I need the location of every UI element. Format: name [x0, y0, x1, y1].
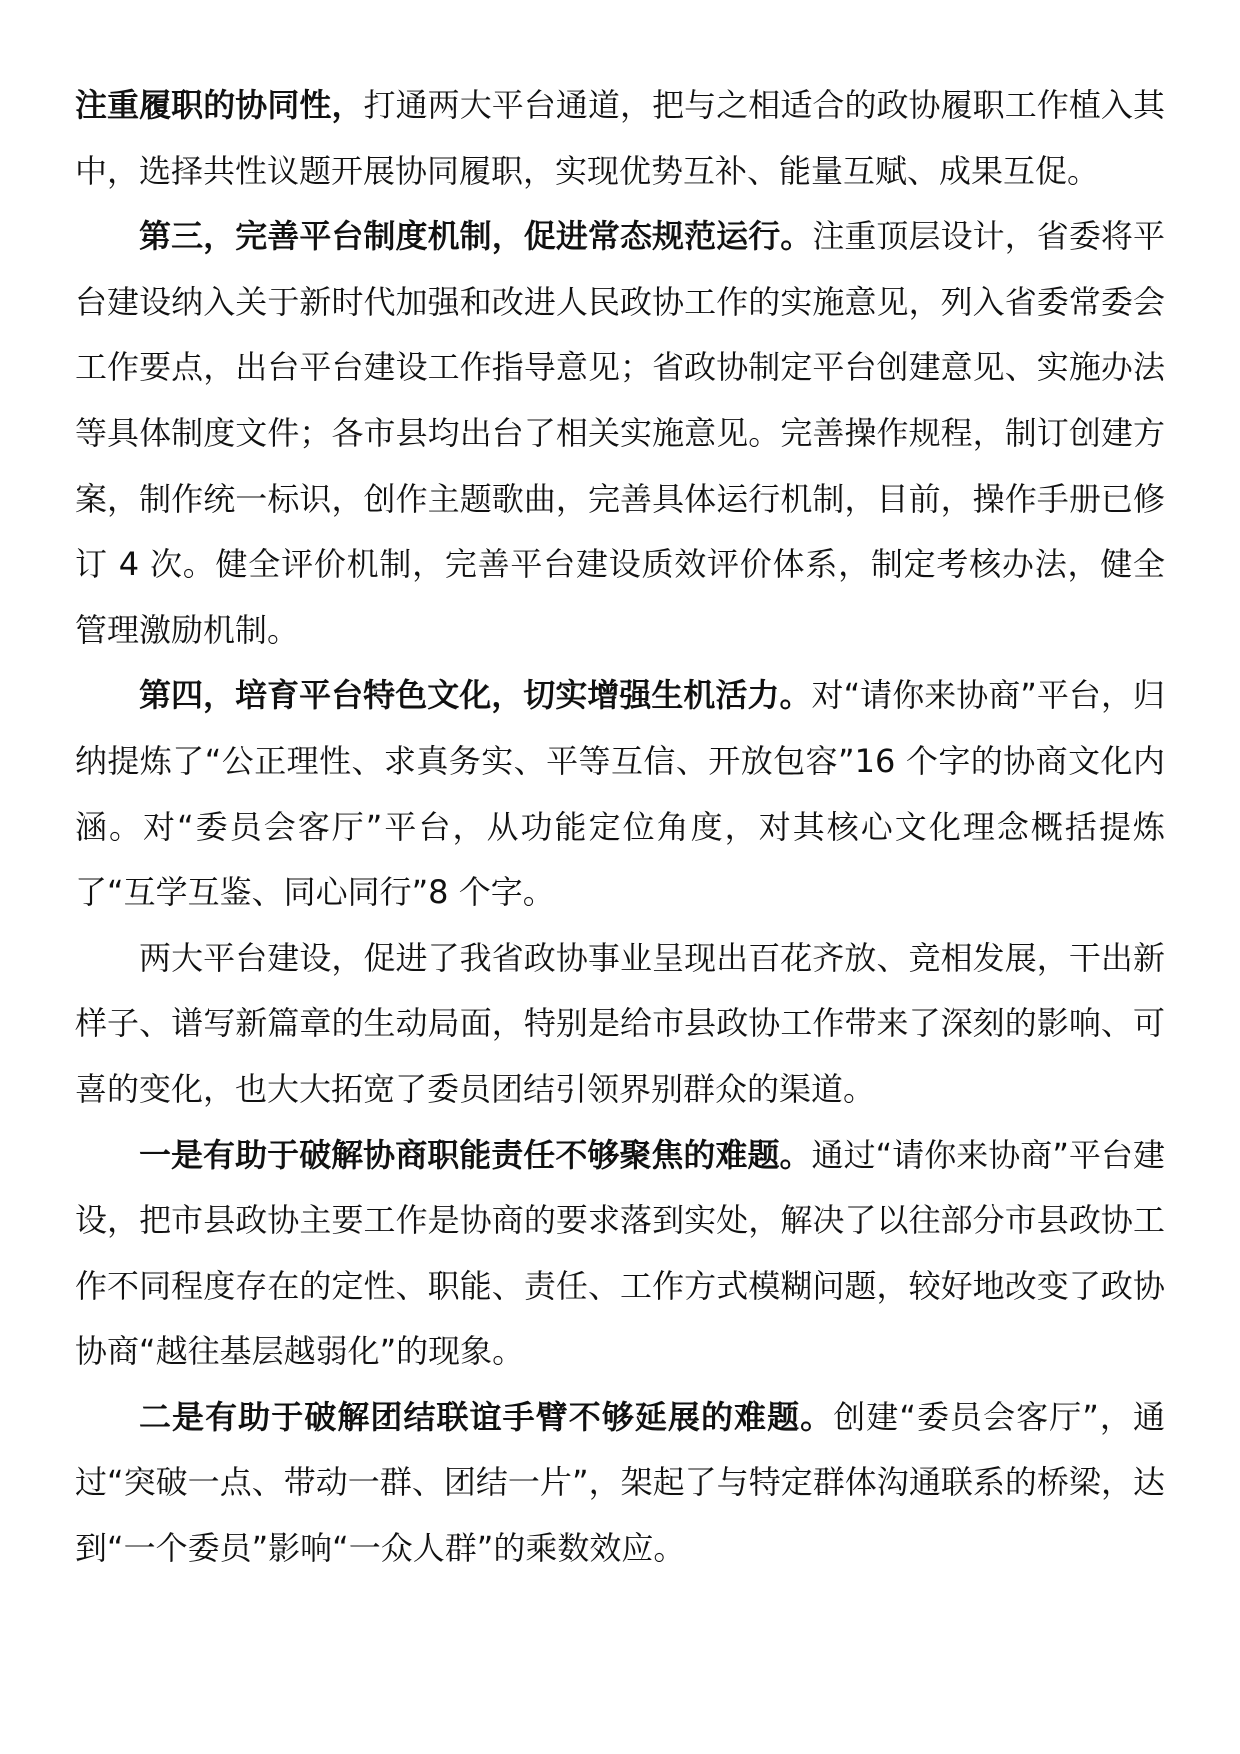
paragraph-body: 注重顶层设计，省委将平台建设纳入关于新时代加强和改进人民政协工作的实施意见，列入省委常委会工作要点，出台平台建设工作指导意见；省政协制定平台创建意见、实施办法等具体制度文件；各市县均出台了相关实施意见。完善操作规程，制订创建方案，制作统一标识，创作主题歌曲，完善具体运行机制，目前，操作手册已修订 4 次。健全评价机制，完善平台建设质效评价体系，制定考核办法，健全管理激励机制。	[75, 217, 1165, 649]
paragraph-coordination	[75, 73, 1165, 204]
paragraph-body: 对“请你来协商”平台，归纳提炼了“公正理性、求真务实、平等互信、开放包容”16 个字的协商文化内涵。对“委员会客厅”平台，从功能定位角度，对其核心文化理念概括提炼了“互学互鉴、同心同行”8 个字。	[75, 676, 1165, 912]
document-page	[75, 73, 1165, 1582]
paragraph-second-benefit	[75, 1385, 1165, 1582]
paragraph-lead: 一是有助于破解协商职能责任不够聚焦的难题。	[139, 1135, 812, 1174]
paragraph-lead: 二是有助于破解团结联谊手臂不够延展的难题。	[139, 1397, 834, 1436]
paragraph-body: 两大平台建设，促进了我省政协事业呈现出百花齐放、竞相发展，干出新样子、谱写新篇章的生动局面，特别是给市县政协工作带来了深刻的影响、可喜的变化，也大大拓宽了委员团结引领界别群众的渠道。	[75, 938, 1165, 1108]
paragraph-body: 打通两大平台通道，把与之相适合的政协履职工作植入其中，选择共性议题开展协同履职，实现优势互补、能量互赋、成果互促。	[75, 86, 1165, 190]
paragraph-lead: 注重履职的协同性，	[75, 86, 364, 124]
paragraph-lead: 第四，培育平台特色文化，切实增强生机活力。	[139, 676, 812, 715]
paragraph-body: 通过“请你来协商”平台建设，把市县政协主要工作是协商的要求落到实处，解决了以往部分市县政协工作不同程度存在的定性、职能、责任、工作方式模糊问题，较好地改变了政协协商“越往基层越弱化”的现象。	[75, 1135, 1165, 1371]
paragraph-summary	[75, 926, 1165, 1123]
paragraph-body: 创建“委员会客厅”，通过“突破一点、带动一群、团结一片”，架起了与特定群体沟通联系的桥梁，达到“一个委员”影响“一众人群”的乘数效应。	[75, 1397, 1165, 1568]
paragraph-first-benefit	[75, 1123, 1165, 1385]
paragraph-lead: 第三，完善平台制度机制，促进常态规范运行。	[139, 217, 813, 256]
paragraph-third-point	[75, 204, 1165, 663]
paragraph-fourth-point	[75, 663, 1165, 925]
